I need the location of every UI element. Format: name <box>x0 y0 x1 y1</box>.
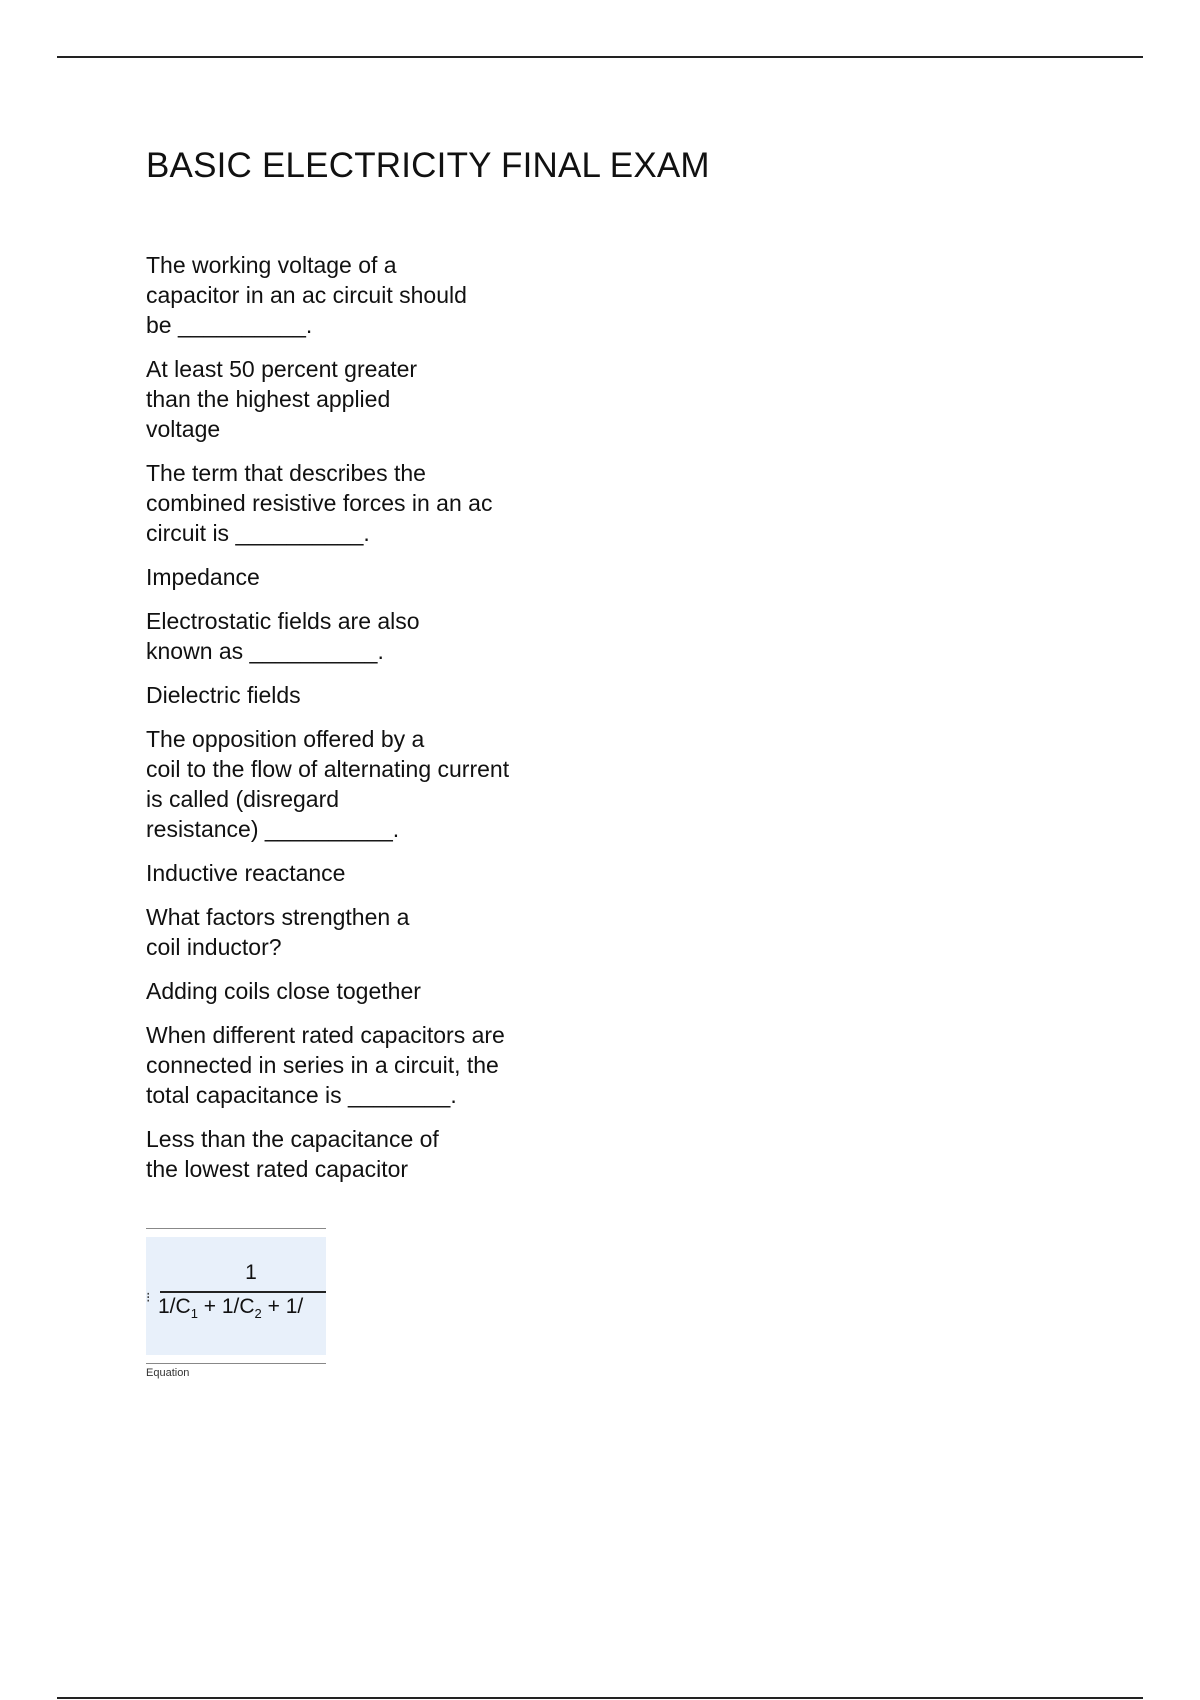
answer-3: Dielectric fields <box>146 682 301 708</box>
equation-denominator <box>158 1295 303 1321</box>
question-2: The term that describes the combined resistive forces in an ac circuit is __________. <box>146 460 493 546</box>
equation-subscript-2: 2 <box>254 1306 262 1322</box>
answer-1: At least 50 percent greater than the highest applied voltage <box>146 356 418 442</box>
equation-term-1: 1/C <box>158 1295 191 1318</box>
top-rule <box>57 56 1143 58</box>
question-4: The opposition offered by a coil to the flow of alternating current is called (disregard resistance) __________. <box>146 726 510 842</box>
question-3: Electrostatic fields are also known as __________. <box>146 608 420 664</box>
equation-term-3: 1/ <box>285 1295 304 1318</box>
question-answer-list <box>146 250 536 1198</box>
equation-caption: Equation <box>146 1367 190 1379</box>
answer-4: Inductive reactance <box>146 860 346 886</box>
equation-plus-1: + <box>197 1295 222 1318</box>
bottom-rule <box>57 1697 1143 1699</box>
equation-numerator: 1 <box>245 1261 257 1284</box>
question-6: When different rated capacitors are connected in series in a circuit, the total capacitance is ________. <box>146 1022 505 1108</box>
equation-fraction-bar <box>160 1291 326 1293</box>
equation-plus-2: + <box>261 1295 286 1318</box>
answer-6: Less than the capacitance of the lowest rated capacitor <box>146 1126 439 1182</box>
equation-image <box>146 1228 326 1364</box>
page-title: BASIC ELECTRICITY FINAL EXAM <box>146 146 710 185</box>
question-5: What factors strengthen a coil inductor? <box>146 904 410 960</box>
equation-background <box>146 1237 326 1355</box>
answer-2: Impedance <box>146 564 260 590</box>
question-1: The working voltage of a capacitor in an ac circuit should be __________. <box>146 252 467 338</box>
equation-term-2: 1/C <box>221 1295 255 1318</box>
answer-5: Adding coils close together <box>146 978 421 1004</box>
equation-subscript-1: 1 <box>190 1306 198 1322</box>
equation-crop-mark: ⁝ <box>146 1289 151 1305</box>
